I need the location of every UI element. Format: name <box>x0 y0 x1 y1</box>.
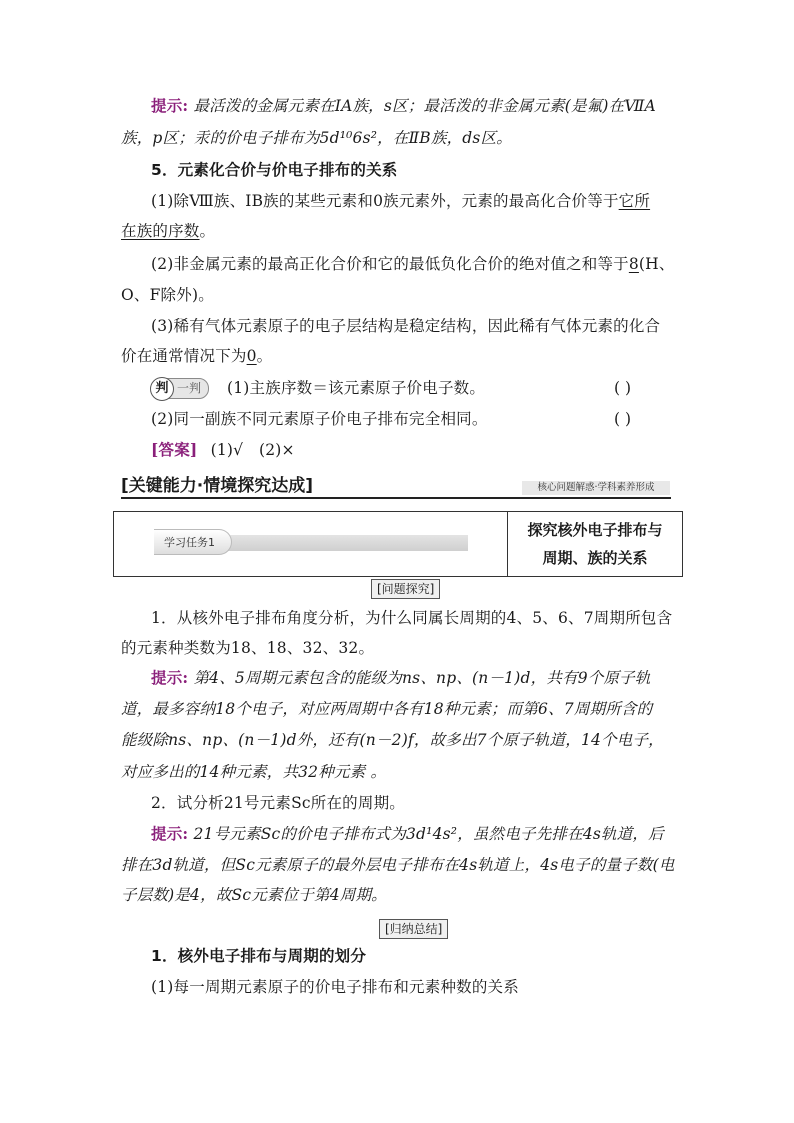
hint-line: 能级除ns、np、(n－1)d外，还有(n－2)f，故多出7个原子轨道，14个电子， <box>121 731 664 749</box>
answer-label: [答案] <box>151 440 198 459</box>
task-title <box>515 516 675 572</box>
section-divider <box>121 497 671 499</box>
hint-line: 道，最多容纳18个电子，对应两周期中各有18种元素；而第6、7周期所含的 <box>121 700 653 718</box>
summary-label: [归纳总结] <box>379 919 448 939</box>
section-title: [关键能力·情境探究达成] <box>121 476 313 496</box>
judge-badge <box>151 378 209 399</box>
hint-line: 子层数)是4，故Sc元素位于第4周期。 <box>121 886 387 904</box>
fill-blank: 在族的序数 <box>121 222 200 240</box>
hint-line <box>151 668 651 688</box>
paragraph-line <box>151 191 650 211</box>
paragraph-text: (2)非金属元素的最高正化合价和它的最低负化合价的绝对值之和等于 <box>151 255 629 273</box>
paragraph-text: 。 <box>199 222 216 240</box>
answer-paren: ( ) <box>614 379 632 397</box>
hint-text: 21号元素Sc的价电子排布式为3d¹4s²，虽然电子先排在4s轨道，后 <box>193 825 664 843</box>
answer-line <box>151 440 295 460</box>
paragraph-line: (3)稀有气体元素原子的电子层结构是稳定结构，因此稀有气体元素的化合 <box>151 317 661 335</box>
task-title-line: 周期、族的关系 <box>542 549 648 567</box>
explore-label: [问题探究] <box>371 579 440 599</box>
judge-question: (2)同一副族不同元素原子价电子排布完全相同。 <box>151 410 488 428</box>
paragraph-text: (1)除Ⅷ族、ⅠB族的某些元素和0族元素外，元素的最高化合价等于 <box>151 192 619 210</box>
hint-line <box>121 128 512 148</box>
judge-badge-text: 一判 <box>177 381 202 395</box>
task-divider <box>507 512 508 576</box>
question-line: 的元素种类数为18、18、32、32。 <box>121 639 375 657</box>
task-title-line: 探究核外电子排布与 <box>527 521 663 539</box>
question-line: 1．从核外电子排布角度分析，为什么同属长周期的4、5、6、7周期所包含 <box>151 609 673 627</box>
task-box <box>113 511 683 577</box>
paragraph-text: 价在通常情况下为 <box>121 347 247 365</box>
section-tag: 核心问题解惑·学科素养形成 <box>522 481 670 495</box>
paragraph-line <box>151 254 675 274</box>
fill-blank: 0 <box>246 347 257 365</box>
hint-text: 最活泼的金属元素在ⅠA族，s区；最活泼的非金属元素(是氟)在ⅦA <box>193 97 656 115</box>
paragraph-text: 。 <box>256 347 273 365</box>
answer-paren: ( ) <box>614 410 632 428</box>
hint-text: 第4、5周期元素包含的能级为ns、np、(n－1)d，共有9个原子轨 <box>193 669 651 687</box>
fill-blank: 它所 <box>618 192 651 210</box>
hint-text: 族，p区；汞的价电子排布为5d¹⁰6s²，在ⅡB族，ds区。 <box>121 129 512 147</box>
judge-question: (1)主族序数＝该元素原子价电子数。 <box>227 379 486 397</box>
hint-label: 提示: <box>151 824 189 843</box>
paragraph-line: O、F除外)。 <box>121 286 214 304</box>
judge-badge-circle: 判 <box>150 377 174 401</box>
paragraph-line <box>121 346 272 366</box>
hint-line <box>151 824 664 844</box>
question-line: 2．试分析21号元素Sc所在的周期。 <box>151 794 405 812</box>
hint-label: 提示: <box>151 96 189 115</box>
hint-line: 排在3d轨道，但Sc元素原子的最外层电子排布在4s轨道上，4s电子的量子数(电 <box>121 856 675 874</box>
hint-line <box>151 96 656 116</box>
paragraph-text: (H、 <box>638 255 675 273</box>
summary-heading: 1．核外电子排布与周期的划分 <box>151 947 367 965</box>
hint-label: 提示: <box>151 668 189 687</box>
section-heading: 5．元素化合价与价电子排布的关系 <box>151 161 398 179</box>
hint-line: 对应多出的14种元素，共32种元素 。 <box>121 763 387 781</box>
paragraph-line <box>121 221 215 241</box>
fill-blank: 8 <box>628 255 639 273</box>
task-label: 学习任务1 <box>154 529 232 555</box>
summary-subheading: (1)每一周期元素原子的价电子排布和元素种数的关系 <box>151 978 519 996</box>
answer-text: (1)√ (2)× <box>210 441 295 459</box>
